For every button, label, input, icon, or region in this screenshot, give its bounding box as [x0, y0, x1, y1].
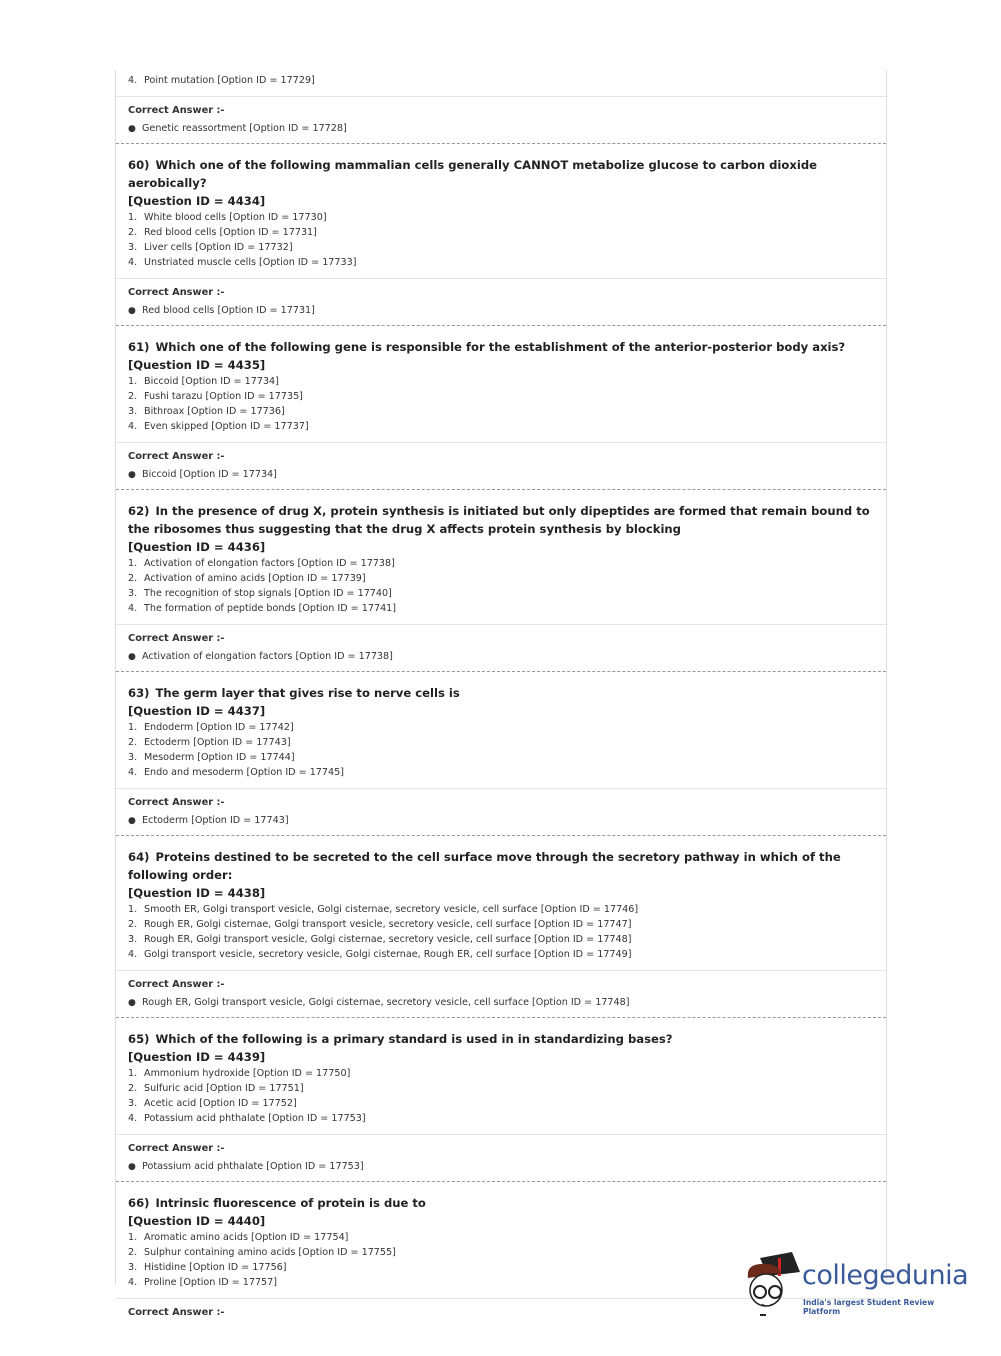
option-text: Acetic acid [Option ID = 17752]: [144, 1098, 297, 1109]
option: [128, 240, 874, 255]
bullet-icon: ●: [128, 470, 136, 480]
option-text: The recognition of stop signals [Option ID = 17740]: [144, 588, 392, 599]
correct-answer-text: Rough ER, Golgi transport vesicle, Golgi cisternae, secretory vesicle, cell surface [Option ID = 17748]: [142, 997, 630, 1008]
mascot-icon: [742, 1248, 804, 1320]
correct-answer-label: Correct Answer :-: [128, 633, 225, 644]
option-number: 1.: [128, 722, 138, 733]
option: [128, 601, 874, 616]
question-number: 66): [128, 1196, 150, 1210]
option: [128, 571, 874, 586]
option-number: 1.: [128, 558, 138, 569]
question-id: [Question ID = 4440]: [128, 1214, 266, 1228]
question-part: [116, 490, 886, 625]
option: [128, 404, 874, 419]
question-block-59-fragment: [116, 70, 886, 144]
question-text: [128, 156, 874, 192]
option: [128, 1230, 874, 1245]
question-id: [Question ID = 4439]: [128, 1050, 266, 1064]
option-text: The formation of peptide bonds [Option ID = 17741]: [144, 603, 397, 614]
option: [128, 720, 874, 735]
correct-answer-text: Red blood cells [Option ID = 17731]: [142, 305, 315, 316]
correct-answer-label: Correct Answer :-: [128, 979, 225, 990]
question-part: [116, 672, 886, 789]
question-body: Intrinsic fluorescence of protein is due to: [155, 1196, 426, 1210]
option: [128, 917, 874, 932]
question-number: 60): [128, 158, 150, 172]
option: [128, 419, 874, 434]
question-block: [116, 672, 886, 836]
question-text: [128, 338, 874, 356]
correct-answer-text: Ectoderm [Option ID = 17743]: [142, 815, 289, 826]
correct-answer-section: [116, 97, 886, 143]
correct-answer-text: Biccoid [Option ID = 17734]: [142, 469, 277, 480]
correct-answer-section: [116, 971, 886, 1017]
option-number: 3.: [128, 752, 138, 763]
option-text: Red blood cells [Option ID = 17731]: [144, 227, 317, 238]
option-number: 2.: [128, 573, 138, 584]
question-body: Proteins destined to be secreted to the cell surface move through the secretory pathway in which of the following order:: [128, 850, 841, 882]
option: [128, 210, 874, 225]
option-number: 3.: [128, 406, 138, 417]
option: [128, 750, 874, 765]
correct-answer-label: Correct Answer :-: [128, 1143, 225, 1154]
option-text: Proline [Option ID = 17757]: [144, 1277, 278, 1288]
option-number: 4.: [128, 421, 138, 432]
option-number: 3.: [128, 242, 138, 253]
option-text: Even skipped [Option ID = 17737]: [144, 421, 309, 432]
option-number: 4.: [128, 257, 138, 268]
option: [128, 1111, 874, 1126]
option: 4. Point mutation [Option ID = 17729]: [128, 75, 315, 86]
option-text: Potassium acid phthalate [Option ID = 17753]: [144, 1113, 366, 1124]
question-id: [Question ID = 4438]: [128, 886, 266, 900]
option: [128, 374, 874, 389]
question-part: [116, 1018, 886, 1135]
correct-answer: [128, 812, 874, 830]
option-text: Unstriated muscle cells [Option ID = 17733]: [144, 257, 357, 268]
option: [128, 556, 874, 571]
question-text: [128, 1194, 874, 1212]
question-part: [116, 326, 886, 443]
bullet-icon: ●: [128, 998, 136, 1008]
correct-answer-text: Activation of elongation factors [Option ID = 17738]: [142, 651, 393, 662]
option-number: 3.: [128, 934, 138, 945]
question-body: In the presence of drug X, protein synthesis is initiated but only dipeptides are formed that remain bound to the ribosomes thus suggesting that the drug X affects protein synthesis by blocking: [128, 504, 870, 536]
option-text: Fushi tarazu [Option ID = 17735]: [144, 391, 303, 402]
option-number: 1.: [128, 1232, 138, 1243]
option-text: Sulphur containing amino acids [Option ID = 17755]: [144, 1247, 396, 1258]
question-body: Which one of the following mammalian cells generally CANNOT metabolize glucose to carbon dioxide aerobically?: [128, 158, 817, 190]
option-number: 4.: [128, 1277, 138, 1288]
option: [128, 947, 874, 962]
option-number: 2.: [128, 227, 138, 238]
option-text: Endoderm [Option ID = 17742]: [144, 722, 294, 733]
option-number: 4.: [128, 603, 138, 614]
question-text: [128, 1030, 874, 1048]
option-number: 1.: [128, 212, 138, 223]
option-number: 4.: [128, 949, 138, 960]
option: [128, 735, 874, 750]
option: [128, 765, 874, 780]
option-text: Activation of amino acids [Option ID = 17739]: [144, 573, 366, 584]
question-number: 64): [128, 850, 150, 864]
correct-answer: ● Genetic reassortment [Option ID = 17728]: [128, 120, 874, 138]
option-number: 2.: [128, 1083, 138, 1094]
option-text: Endo and mesoderm [Option ID = 17745]: [144, 767, 344, 778]
option-text: Sulfuric acid [Option ID = 17751]: [144, 1083, 304, 1094]
option: [128, 932, 874, 947]
option: [128, 389, 874, 404]
option: [128, 586, 874, 601]
collegedunia-logo: collegedunia India's largest Student Review Platform: [742, 1248, 972, 1320]
option-number: 1.: [128, 904, 138, 915]
correct-answer-section: [116, 443, 886, 489]
option: [128, 902, 874, 917]
option: [128, 1066, 874, 1081]
option-number: 4.: [128, 767, 138, 778]
option-text: Mesoderm [Option ID = 17744]: [144, 752, 295, 763]
question-id: [Question ID = 4437]: [128, 704, 266, 718]
correct-answer-text: Potassium acid phthalate [Option ID = 17753]: [142, 1161, 364, 1172]
option-number: 4.: [128, 1113, 138, 1124]
question-list: [116, 144, 886, 1327]
option-number: 2.: [128, 737, 138, 748]
option-text: Activation of elongation factors [Option ID = 17738]: [144, 558, 395, 569]
question-body: Which one of the following gene is responsible for the establishment of the anterior-posterior body axis?: [155, 340, 846, 354]
option: [128, 1081, 874, 1096]
option-text: Point mutation [Option ID = 17729]: [144, 75, 315, 86]
question-block: [116, 490, 886, 672]
question-id: [Question ID = 4435]: [128, 358, 266, 372]
option-text: Liver cells [Option ID = 17732]: [144, 242, 293, 253]
correct-answer-label: Correct Answer :-: [128, 105, 225, 116]
question-number: 61): [128, 340, 150, 354]
correct-answer-section: [116, 279, 886, 325]
bullet-icon: ●: [128, 306, 136, 316]
question-number: 63): [128, 686, 150, 700]
question-body: Which of the following is a primary standard is used in in standardizing bases?: [155, 1032, 673, 1046]
option-number: 2.: [128, 1247, 138, 1258]
correct-answer: [128, 302, 874, 320]
correct-answer-section: [116, 789, 886, 835]
correct-answer-label: Correct Answer :-: [128, 287, 225, 298]
option-text: Smooth ER, Golgi transport vesicle, Golgi cisternae, secretory vesicle, cell surface [Option ID = 17746]: [144, 904, 639, 915]
question-text: [128, 502, 874, 538]
option-number: 2.: [128, 919, 138, 930]
question-id: [Question ID = 4436]: [128, 540, 266, 554]
option-text: Ammonium hydroxide [Option ID = 17750]: [144, 1068, 351, 1079]
bullet-icon: ●: [128, 124, 136, 134]
question-number: 62): [128, 504, 150, 518]
question-block: [116, 144, 886, 326]
bullet-icon: ●: [128, 1162, 136, 1172]
option-text: Aromatic amino acids [Option ID = 17754]: [144, 1232, 349, 1243]
option: [128, 225, 874, 240]
question-part: [116, 144, 886, 279]
correct-answer-label: Correct Answer :-: [128, 797, 225, 808]
option-text: Ectoderm [Option ID = 17743]: [144, 737, 291, 748]
option-number: 3.: [128, 1098, 138, 1109]
option-text: Bithroax [Option ID = 17736]: [144, 406, 285, 417]
correct-answer-section: [116, 1135, 886, 1181]
question-part: [116, 836, 886, 971]
option: [128, 1096, 874, 1111]
question-body: The germ layer that gives rise to nerve cells is: [155, 686, 460, 700]
correct-answer: [128, 648, 874, 666]
correct-answer-label: Correct Answer :-: [128, 1307, 225, 1318]
correct-answer: [128, 994, 874, 1012]
correct-answer: [128, 1158, 874, 1176]
correct-answer-section: [116, 625, 886, 671]
option-text: Rough ER, Golgi transport vesicle, Golgi cisternae, secretory vesicle, cell surface [Option ID = 17748]: [144, 934, 632, 945]
question-id: [Question ID = 4434]: [128, 194, 266, 208]
option-number: 2.: [128, 391, 138, 402]
option: [128, 255, 874, 270]
question-block: [116, 1018, 886, 1182]
option-text: Histidine [Option ID = 17756]: [144, 1262, 287, 1273]
question-number: 65): [128, 1032, 150, 1046]
question-text: [128, 684, 874, 702]
correct-answer: [128, 466, 874, 484]
bullet-icon: ●: [128, 816, 136, 826]
option-number: 1.: [128, 1068, 138, 1079]
option-text: Biccoid [Option ID = 17734]: [144, 376, 279, 387]
option-number: 1.: [128, 376, 138, 387]
question-block: [116, 326, 886, 490]
option-text: White blood cells [Option ID = 17730]: [144, 212, 327, 223]
option-number: 3.: [128, 1262, 138, 1273]
options: [116, 70, 886, 97]
option-text: Golgi transport vesicle, secretory vesicle, Golgi cisternae, Rough ER, cell surface [Option ID = 17749]: [144, 949, 632, 960]
correct-answer-label: Correct Answer :-: [128, 451, 225, 462]
question-text: [128, 848, 874, 884]
option-number: 3.: [128, 588, 138, 599]
bullet-icon: ●: [128, 652, 136, 662]
question-block: [116, 836, 886, 1018]
option-text: Rough ER, Golgi cisternae, Golgi transport vesicle, secretory vesicle, cell surface [Option ID = 17747]: [144, 919, 632, 930]
